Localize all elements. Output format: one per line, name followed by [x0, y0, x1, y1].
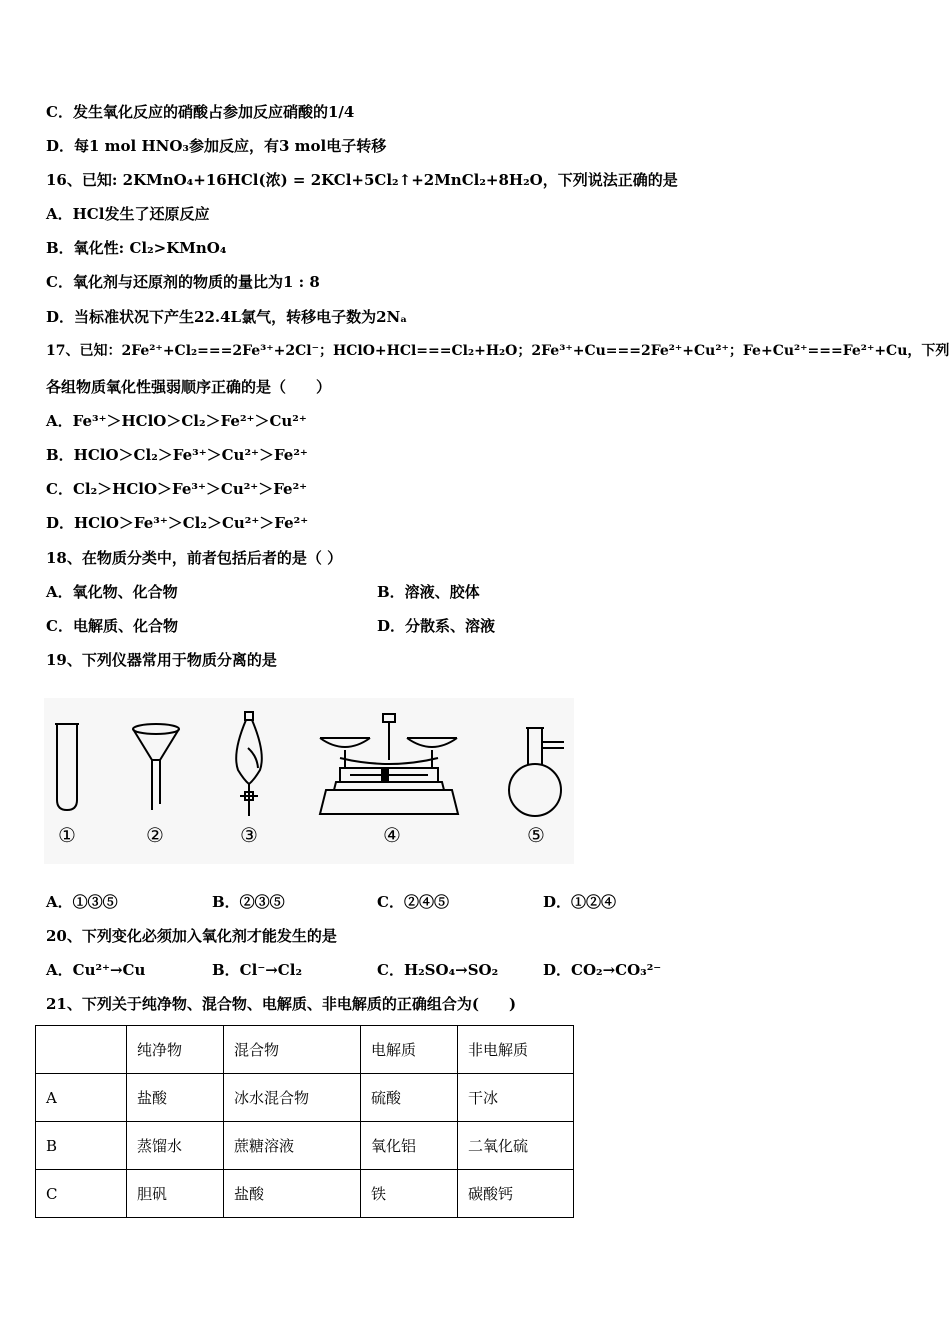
- table-cell: 冰水混合物: [224, 1074, 361, 1122]
- table-cell: 氧化铝: [361, 1122, 458, 1170]
- q18-stem: 18、在物质分类中，前者包括后者的是（ ）: [46, 549, 343, 567]
- table-header-cell: [36, 1026, 127, 1074]
- q16-option-c: C．氧化剂与还原剂的物质的量比为1 : 8: [46, 273, 320, 291]
- instrument-label-5: ⑤: [527, 823, 545, 847]
- q18-option-d: D．分散系、溶液: [377, 617, 496, 635]
- table-cell: 硫酸: [361, 1074, 458, 1122]
- table-cell: 二氧化硫: [458, 1122, 574, 1170]
- q17-stem-line2: 各组物质氧化性强弱顺序正确的是（ ）: [46, 378, 332, 396]
- table-cell: 蒸馏水: [127, 1122, 224, 1170]
- q16-stem: 16、已知: 2KMnO₄+16HCl(浓) = 2KCl+5Cl₂↑+2MnCl₂+8H₂O，下列说法正确的是: [46, 171, 678, 189]
- table-row: [36, 1074, 574, 1122]
- table-cell: 蔗糖溶液: [224, 1122, 361, 1170]
- table-cell: 盐酸: [127, 1074, 224, 1122]
- q20-option-b: B．Cl⁻→Cl₂: [212, 961, 303, 979]
- table-header-cell: 非电解质: [458, 1026, 574, 1074]
- table-header-row: [36, 1026, 574, 1074]
- q15-option-c: C．发生氧化反应的硝酸占参加反应硝酸的1/4: [46, 103, 355, 121]
- instrument-label-1: ①: [58, 823, 76, 847]
- q19-option-c: C．②④⑤: [377, 893, 449, 911]
- table-cell: 盐酸: [224, 1170, 361, 1218]
- table-header-cell: 混合物: [224, 1026, 361, 1074]
- q18-option-a: A．氧化物、化合物: [46, 583, 178, 601]
- q15-option-d: D．每1 mol HNO₃参加反应，有3 mol电子转移: [46, 137, 387, 155]
- q21-stem: 21、下列关于纯净物、混合物、电解质、非电解质的正确组合为( ): [46, 995, 517, 1013]
- table-cell: A: [36, 1074, 127, 1122]
- table-row: [36, 1122, 574, 1170]
- table-header-cell: 电解质: [361, 1026, 458, 1074]
- q17-option-c: C．Cl₂＞HClO＞Fe³⁺＞Cu²⁺＞Fe²⁺: [46, 480, 308, 498]
- q17-option-b: B．HClO＞Cl₂＞Fe³⁺＞Cu²⁺＞Fe²⁺: [46, 446, 308, 464]
- q17-stem-line1: 17、已知：2Fe²⁺+Cl₂===2Fe³⁺+2Cl⁻；HClO+HCl===Cl₂+H₂O；2Fe³⁺+Cu===2Fe²⁺+Cu²⁺；Fe+Cu²⁺===Fe²⁺+Cu，下列: [46, 343, 950, 359]
- q18-option-c: C．电解质、化合物: [46, 617, 178, 635]
- table-cell: 碳酸钙: [458, 1170, 574, 1218]
- q17-option-a: A．Fe³⁺＞HClO＞Cl₂＞Fe²⁺＞Cu²⁺: [46, 412, 307, 430]
- q20-option-c: C．H₂SO₄→SO₂: [377, 961, 499, 979]
- q16-option-a: A．HCl发生了还原反应: [46, 205, 210, 223]
- instrument-label-3: ③: [240, 823, 258, 847]
- table-cell: 胆矾: [127, 1170, 224, 1218]
- q19-option-a: A．①③⑤: [46, 893, 118, 911]
- q19-stem: 19、下列仪器常用于物质分离的是: [46, 651, 277, 669]
- q19-option-d: D．①②④: [543, 893, 617, 911]
- q20-option-a: A．Cu²⁺→Cu: [46, 961, 146, 979]
- table-cell: 干冰: [458, 1074, 574, 1122]
- q19-option-b: B．②③⑤: [212, 893, 285, 911]
- q16-option-d: D．当标准状况下产生22.4L氯气，转移电子数为2Nₐ: [46, 308, 408, 326]
- q16-option-b: B．氧化性: Cl₂>KMnO₄: [46, 239, 227, 257]
- q17-option-d: D．HClO＞Fe³⁺＞Cl₂＞Cu²⁺＞Fe²⁺: [46, 514, 309, 532]
- table-cell: C: [36, 1170, 127, 1218]
- lab-instruments-figure: [44, 698, 574, 864]
- q18-option-b: B．溶液、胶体: [377, 583, 480, 601]
- q20-option-d: D．CO₂→CO₃²⁻: [543, 961, 662, 979]
- table-header-cell: 纯净物: [127, 1026, 224, 1074]
- table-cell: B: [36, 1122, 127, 1170]
- classification-table: [35, 1025, 574, 1218]
- instrument-label-2: ②: [146, 823, 164, 847]
- q20-stem: 20、下列变化必须加入氧化剂才能发生的是: [46, 927, 337, 945]
- table-row: [36, 1170, 574, 1218]
- table-cell: 铁: [361, 1170, 458, 1218]
- instrument-label-4: ④: [383, 823, 401, 847]
